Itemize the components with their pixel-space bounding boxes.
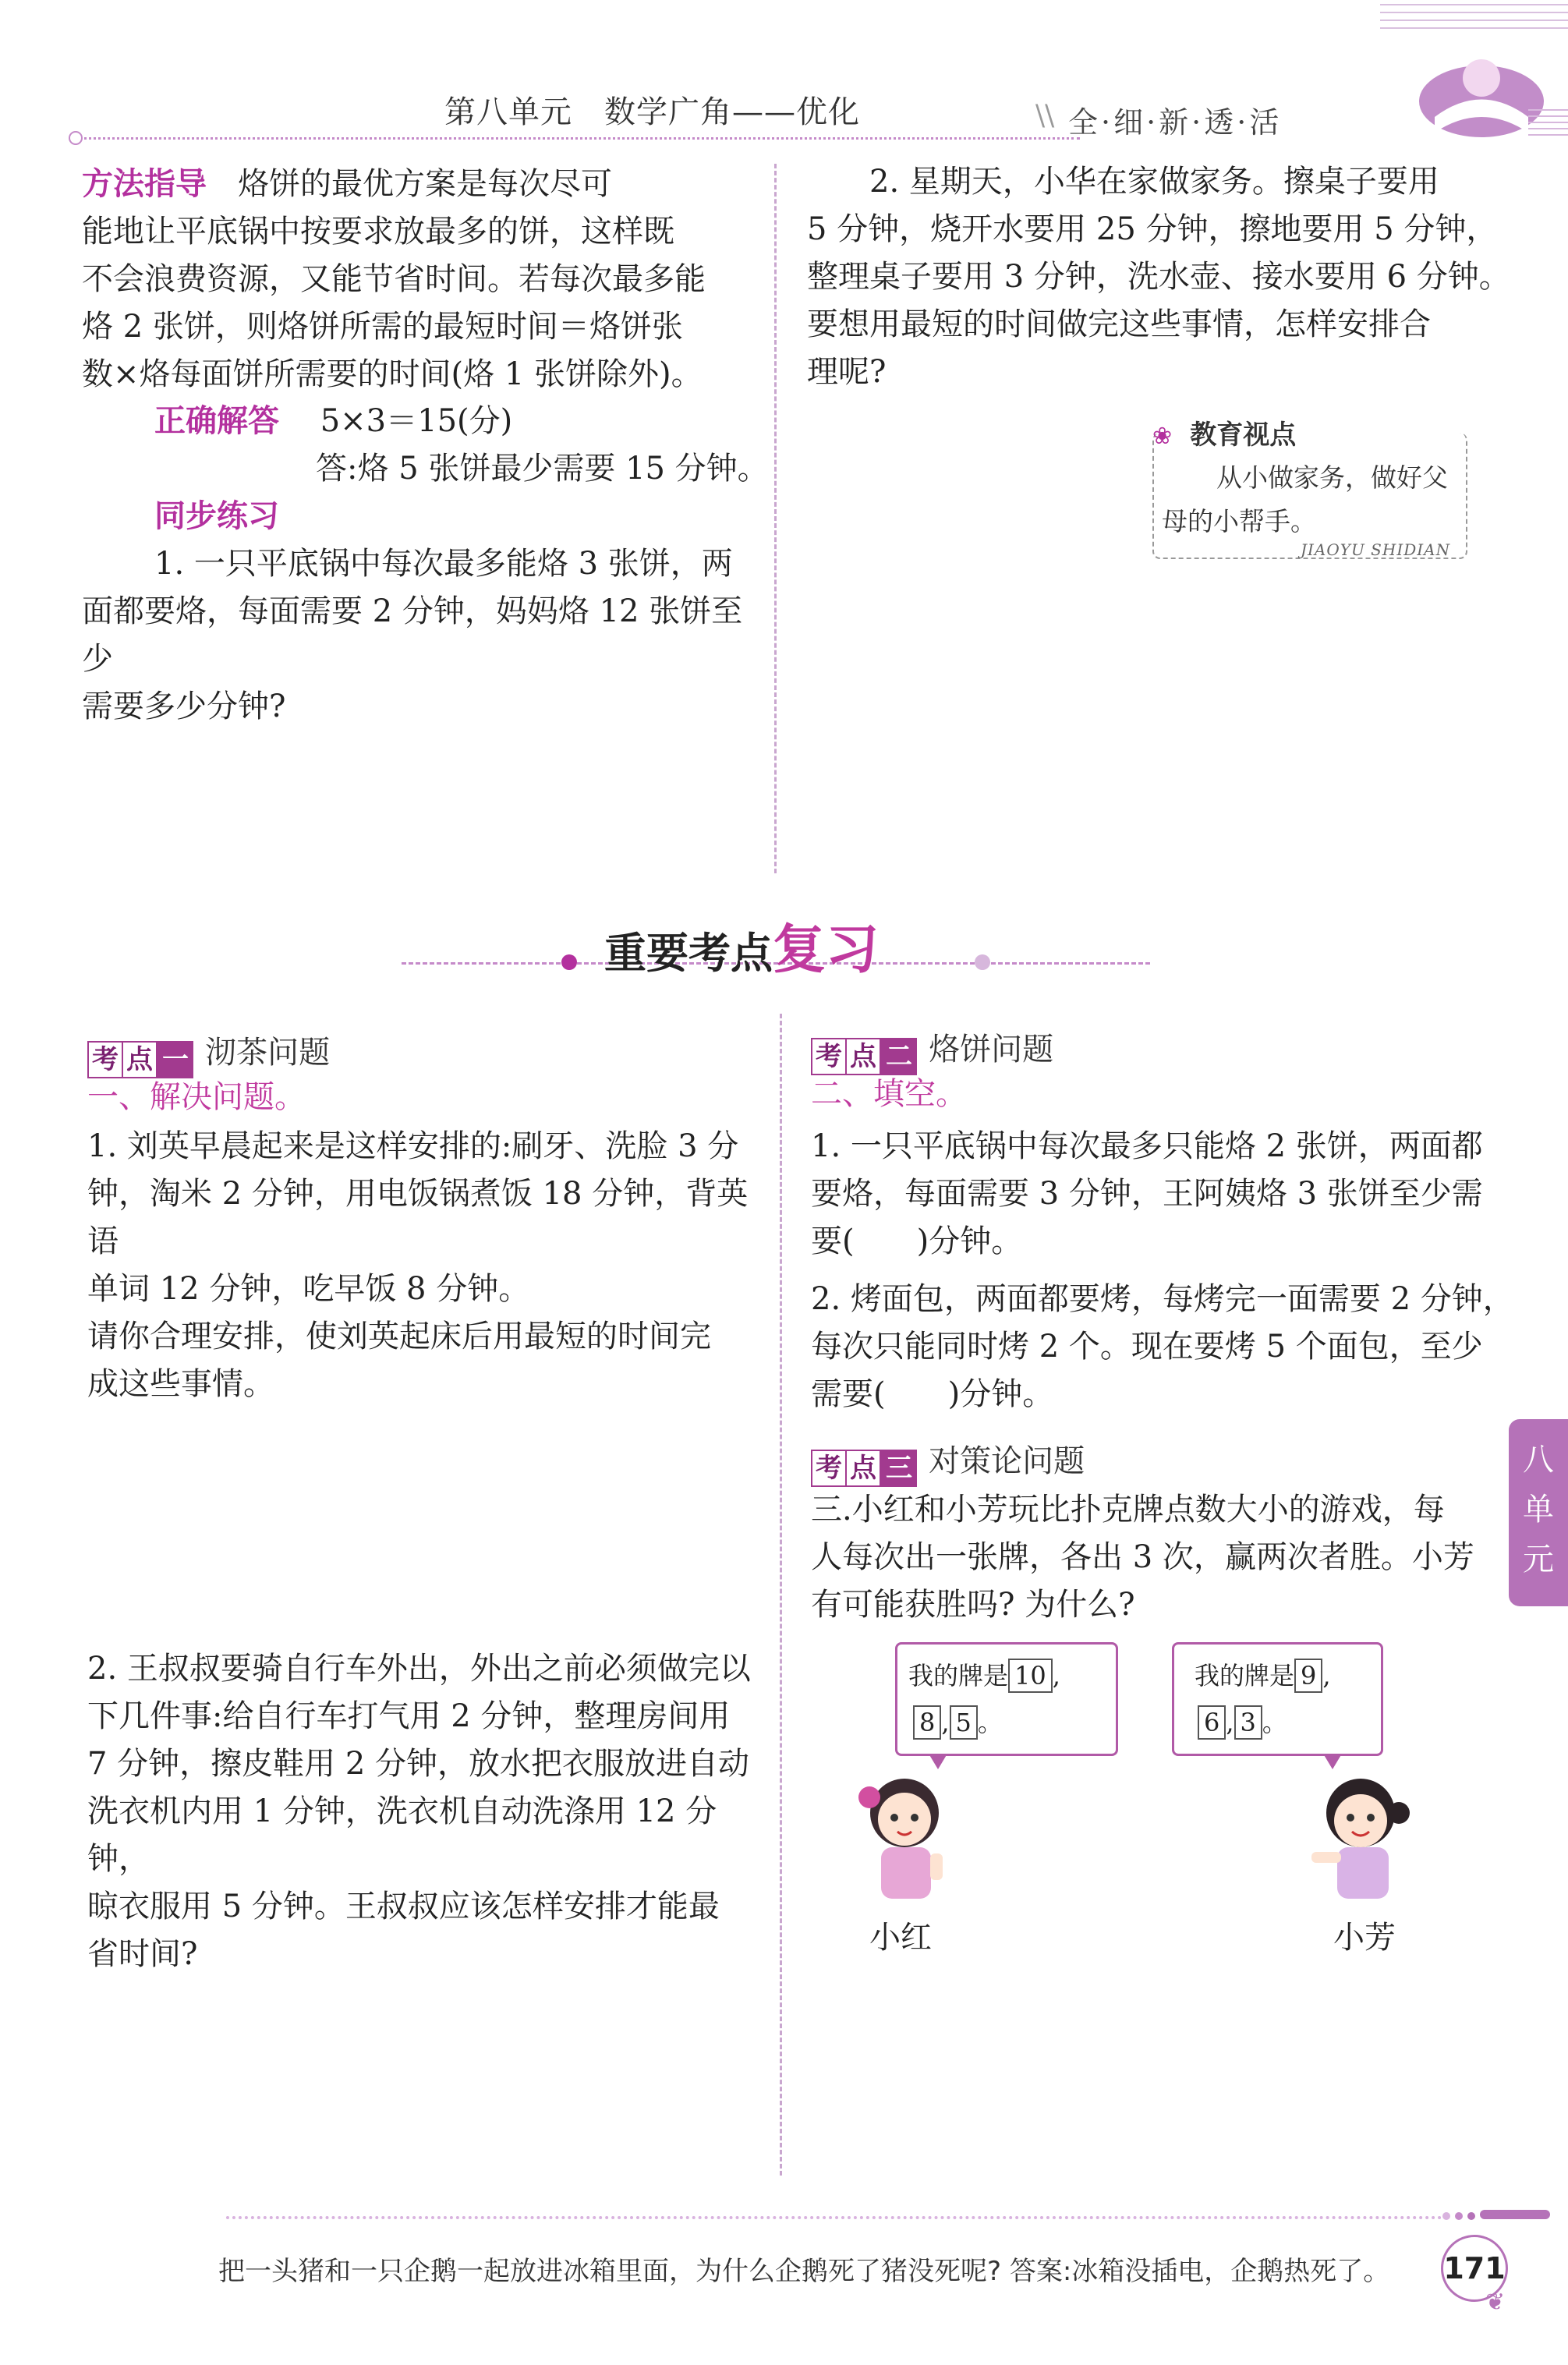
card-value: 3 — [1234, 1705, 1262, 1740]
banner-title-main: 重要考点 — [604, 928, 773, 978]
page-header-title: 第八单元 数学广角——优化 — [444, 94, 860, 130]
kaodian-3-title: 对策论问题 — [929, 1443, 1085, 1479]
answer-text: 答:烙 5 张饼最少需要 15 分钟。 — [316, 451, 769, 487]
practice-label: 同步练习 — [154, 498, 279, 534]
name-xiaohong: 小红 — [869, 1920, 932, 1956]
lb-question-2: 2. 王叔叔要骑自行车外出，外出之前必须做完以 下几件事:给自行车打气用 2 分钟，整理房间用 7 分钟，擦皮鞋用 2 分钟，放水把衣服放进自动 洗衣机内用 1 分钟，洗衣机自动洗涤用 12 分钟， 晾衣服用 5 分钟。王叔叔应该怎样安排才能最 省时间? — [87, 1651, 751, 1972]
bubble-xiaofang: 我的牌是 9 , 6 , 3 。 — [1172, 1642, 1383, 1756]
kaodian-badge: 考 点 一 — [87, 1041, 193, 1078]
column-divider-bottom — [780, 1014, 782, 2176]
unit-side-tab: 八 单 元 — [1509, 1419, 1568, 1606]
leaf-icon: ❦ — [1485, 2289, 1506, 2316]
edu-text: 从小做家务，做好父 母的小帮手。 — [1162, 462, 1448, 536]
correct-answer — [154, 398, 778, 445]
method-line: 不会浪费资源，又能节省时间。若每次最多能 — [82, 261, 706, 297]
section-2-heading: 二、填空。 — [811, 1076, 967, 1112]
flower-icon: ❀ — [1152, 423, 1173, 450]
page-number: 171 — [1443, 2251, 1506, 2285]
card-value: 6 — [1198, 1705, 1226, 1740]
method-line: 能地让平底锅中按要求放最多的饼，这样既 — [82, 214, 674, 250]
card-value: 5 — [950, 1705, 978, 1740]
section-banner — [402, 905, 1150, 982]
method-body — [82, 208, 768, 398]
footer-divider — [226, 2216, 1442, 2219]
kaodian-2-heading — [811, 1025, 1053, 1075]
method-line-1: 方法指导 烙饼的最优方案是每次尽可 — [82, 166, 612, 202]
practice-q2: 2. 星期天，小华在家做家务。擦桌子要用 5 分钟，烧开水要用 25 分钟，擦地要用 5 分钟， 整理桌子要用 3 分钟，洗水壶、接水要用 6 分钟。 要想用最短的时间做完这些事情，怎样安排合 理呢? — [807, 164, 1510, 390]
practice-q1: 1. 一只平底锅中每次最多能烙 3 张饼，两 面都要烙，每面需要 2 分钟，妈妈烙 12 张饼至少 需要多少分钟? — [82, 546, 743, 724]
column-divider-top — [774, 164, 777, 873]
name-xiaofang: 小芳 — [1333, 1920, 1396, 1956]
header-divider — [74, 137, 1080, 140]
bubble-xiaohong: 我的牌是 10 , 8 , 5 。 — [895, 1642, 1118, 1756]
footer-dots — [1442, 2208, 1568, 2224]
kaodian-3-heading — [811, 1436, 1085, 1487]
header-slash-icon: \\ — [1035, 100, 1055, 132]
answer-calc: 5×3＝15(分) — [320, 403, 513, 439]
header-stripes — [1528, 109, 1568, 140]
girl-icon — [1294, 1766, 1419, 1907]
edu-pinyin: JIAOYU SHIDIAN — [1301, 540, 1451, 559]
banner-title — [604, 908, 879, 983]
kaodian-badge: 考 点 三 — [811, 1450, 917, 1487]
girl-xiaohong-illustration — [846, 1766, 971, 1907]
section-1-heading: 一、解决问题。 — [87, 1079, 306, 1115]
kaodian-badge: 考 点 二 — [811, 1038, 917, 1075]
method-line: 数×烙每面饼所需要的时间(烙 1 张饼除外)。 — [82, 356, 703, 392]
bubble-prefix: 我的牌是 — [908, 1661, 1009, 1691]
method-line: 烙 2 张饼，则烙饼所需的最短时间＝烙饼张 — [82, 309, 683, 345]
rb-question-3: 三.小红和小芳玩比扑克牌点数大小的游戏，每 人每次出一张牌，各出 3 次，赢两次者胜。小芳 有可能获胜吗? 为什么? — [811, 1492, 1474, 1623]
edu-title: 教育视点 — [1190, 420, 1297, 451]
girl-xiaofang-illustration — [1294, 1766, 1419, 1907]
kaodian-2-title: 烙饼问题 — [929, 1032, 1054, 1067]
bubble-prefix: 我的牌是 — [1195, 1661, 1295, 1691]
method-guide — [82, 161, 768, 208]
card-value: 9 — [1294, 1659, 1322, 1693]
page-header-tagline: 全·细·新·透·活 — [1068, 105, 1283, 140]
method-label: 方法指导 — [82, 166, 207, 202]
kaodian-1-title: 沏茶问题 — [205, 1035, 331, 1071]
card-value: 8 — [913, 1705, 941, 1740]
answer-label: 正确解答 — [154, 403, 279, 439]
header-dot-icon — [69, 131, 83, 145]
rb-question-1: 1. 一只平底锅中每次最多只能烙 2 张饼，两面都 要烙，每面需要 3 分钟，王阿姨烙 3 张饼至少需 要( )分钟。 — [811, 1128, 1483, 1259]
kaodian-1-heading — [87, 1028, 330, 1078]
edu-viewpoint-header — [1152, 413, 1296, 451]
banner-dot-icon — [975, 954, 990, 970]
card-value: 10 — [1008, 1659, 1053, 1693]
footer-joke: 把一头猪和一只企鹅一起放进冰箱里面，为什么企鹅死了猪没死呢? 答案:冰箱没插电，企鹅热死了。 — [218, 2256, 1390, 2287]
rb-question-2: 2. 烤面包，两面都要烤，每烤完一面需要 2 分钟， 每次只能同时烤 2 个。现在要烤 5 个面包，至少 需要( )分钟。 — [811, 1281, 1514, 1412]
banner-dot-icon — [561, 954, 577, 970]
lb-question-1: 1. 刘英早晨起来是这样安排的:刷牙、洗脸 3 分 钟，淘米 2 分钟，用电饭锅煮饭 18 分钟，背英语 单词 12 分钟，吃早饭 8 分钟。 请你合理安排，使刘英起床后用最短的时间完 成这些事情。 — [87, 1128, 749, 1402]
girl-icon — [846, 1766, 971, 1907]
banner-title-accent: 复习 — [773, 919, 880, 981]
